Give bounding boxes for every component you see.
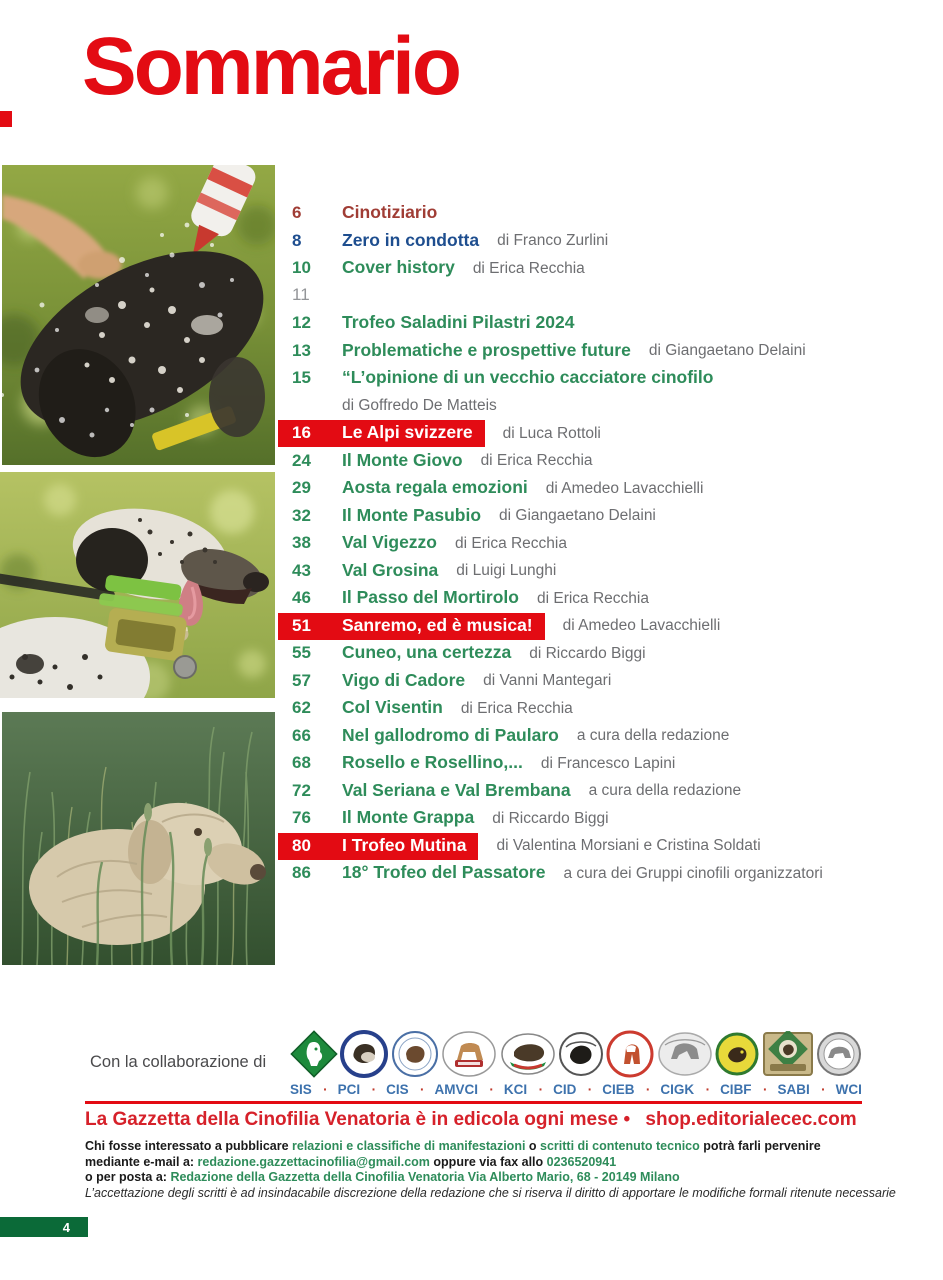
toc-title: 18° Trofeo del Passatore [342, 862, 546, 883]
toc-page-number: 11 [292, 285, 310, 305]
toc-title: Rosello e Rosellino,... [342, 752, 523, 773]
submission-line-1: Chi fosse interessato a pubblicare relazioni e classifiche di manifestazioni o scritti di contenuto tecnico potrà farli pervenire [85, 1139, 821, 1153]
toc-page-number: 32 [292, 505, 311, 525]
logo-cigk-icon [657, 1031, 713, 1077]
toc-title: Le Alpi svizzere [342, 422, 473, 443]
toc-author: di Goffredo De Matteis [342, 397, 497, 415]
toc-entry[interactable] [278, 255, 928, 283]
toc-page-number: 66 [292, 725, 311, 745]
toc-entry[interactable] [278, 668, 928, 696]
toc-page-number: 57 [292, 670, 311, 690]
logo-cid-icon [558, 1031, 604, 1077]
toc-entry[interactable] [278, 695, 928, 723]
toc-author: di Riccardo Biggi [529, 644, 646, 662]
toc-entry-band [278, 723, 559, 750]
toc-title: Col Visentin [342, 697, 443, 718]
toc-page-number: 68 [292, 753, 311, 773]
toc-entry[interactable] [278, 365, 928, 393]
toc-page-number: 46 [292, 588, 311, 608]
logo-pci-icon [340, 1030, 388, 1078]
fax-number: 0236520941 [546, 1154, 617, 1169]
toc-page-number: 13 [292, 340, 311, 360]
toc-entry[interactable] [278, 640, 928, 668]
toc-entry-band [278, 365, 713, 392]
partner-label: · CIEB [590, 1082, 635, 1097]
toc-page-number: 55 [292, 643, 311, 663]
logo-sabi-icon [762, 1031, 814, 1077]
partner-label: · CID [541, 1082, 577, 1097]
photo-dog-grass [2, 712, 275, 965]
disclaimer-text: L’accettazione degli scritti è ad insindacabile discrezione della redazione che si riserva il diritto di apportare le modifiche formali ritenute necessarie [85, 1186, 896, 1200]
toc-title: Nel gallodromo di Paularo [342, 724, 559, 745]
toc-page-number: 16 [292, 423, 311, 443]
partner-logos-row [290, 1028, 862, 1080]
toc-title: I Trofeo Mutina [342, 834, 467, 855]
logo-cis-icon [391, 1030, 439, 1078]
toc-entry[interactable] [278, 200, 928, 228]
toc-entry-band [278, 448, 463, 475]
toc-entry[interactable] [278, 420, 928, 448]
newsstand-line [85, 1109, 875, 1131]
toc-entry[interactable] [278, 558, 928, 586]
toc-author: a cura della redazione [588, 782, 742, 800]
toc-title: Il Passo del Mortirolo [342, 587, 519, 608]
toc-entry-band [278, 558, 438, 585]
toc-author: di Franco Zurlini [497, 232, 609, 250]
toc-author: di Riccardo Biggi [492, 809, 609, 827]
toc-page-number: 15 [292, 368, 311, 388]
toc-entry-band [278, 778, 571, 805]
toc-page-number: 72 [292, 780, 311, 800]
toc-entry[interactable] [278, 585, 928, 613]
toc-entry-band [278, 420, 485, 447]
toc-entry-band [278, 283, 342, 309]
toc-entry-band [278, 475, 528, 502]
toc-entry[interactable] [278, 475, 928, 503]
submission-line-2: mediante e-mail a: redazione.gazzettacinofilia@gmail.com oppure via fax allo 0236520941 [85, 1154, 617, 1169]
toc-entry[interactable] [278, 530, 928, 558]
toc-entry-band [278, 860, 545, 887]
toc-entry[interactable] [278, 860, 928, 888]
toc-title: Il Monte Grappa [342, 807, 475, 828]
page-title: Sommario [82, 21, 459, 112]
toc-author: di Erica Recchia [536, 589, 649, 607]
toc-entry[interactable] [278, 393, 928, 421]
toc-entry-band [278, 640, 511, 667]
toc-entry-band [278, 805, 474, 832]
toc-page-number: 76 [292, 808, 311, 828]
page-number: 4 [62, 1219, 70, 1235]
toc-title: Aosta regala emozioni [342, 477, 528, 498]
photo-dog-drinking [2, 165, 275, 465]
toc-author: di Francesco Lapini [540, 754, 676, 772]
toc-title: Trofeo Saladini Pilastri 2024 [342, 312, 575, 333]
toc-title: Vigo di Cadore [342, 669, 466, 690]
toc-title: Il Monte Pasubio [342, 504, 482, 525]
toc-title: Zero in condotta [342, 229, 480, 250]
toc-author: di Amedeo Lavacchielli [545, 479, 704, 497]
toc-entry-band [278, 403, 342, 409]
logo-cibf-icon [715, 1032, 759, 1076]
submission-info [85, 1139, 885, 1186]
logo-wci-icon [816, 1031, 862, 1077]
newsstand-text: La Gazzetta della Cinofilia Venatoria è in edicola ogni mese • [85, 1109, 631, 1130]
logo-kci-icon [500, 1030, 556, 1078]
partner-label: · WCI [823, 1082, 862, 1097]
toc-entry[interactable] [278, 778, 928, 806]
submission-line-3: o per posta a: Redazione della Gazzetta della Cinofilia Venatoria Via Alberto Mario, 68 - 20149 Milano [85, 1170, 680, 1184]
toc-page-number: 24 [292, 450, 311, 470]
toc-author: di Valentina Morsiani e Cristina Soldati [496, 837, 761, 855]
toc-entry[interactable] [278, 750, 928, 778]
toc-author: a cura della redazione [576, 727, 730, 745]
toc-entry-band [278, 833, 478, 860]
toc-entry[interactable] [278, 310, 928, 338]
toc-page-number: 10 [292, 258, 311, 278]
red-divider [85, 1101, 862, 1104]
toc-author: di Giangaetano Delaini [648, 342, 806, 360]
toc-entry-band [278, 503, 481, 530]
toc-entry[interactable] [278, 283, 928, 311]
toc-entry[interactable] [278, 338, 928, 366]
partner-label: · CIGK [648, 1082, 694, 1097]
toc-page-number: 62 [292, 698, 311, 718]
toc-entry[interactable] [278, 723, 928, 751]
toc-entry-band [278, 200, 437, 227]
partner-label: · AMVCI [422, 1082, 478, 1097]
toc-author: di Luigi Lunghi [456, 562, 557, 580]
partner-label: · PCI [325, 1082, 360, 1097]
toc-title: Val Vigezzo [342, 532, 437, 553]
toc-entry[interactable] [278, 503, 928, 531]
logo-cieb-icon [606, 1030, 654, 1078]
toc-title: Sanremo, ed è musica! [342, 614, 533, 635]
toc-author: di Erica Recchia [480, 452, 593, 470]
toc-author: di Giangaetano Delaini [499, 507, 656, 525]
toc-entry[interactable] [278, 228, 928, 256]
logo-amvci-icon [441, 1030, 497, 1078]
toc-entry[interactable] [278, 805, 928, 833]
partner-label: · CIBF [708, 1082, 752, 1097]
toc-title: “L’opinione di un vecchio cacciatore cinofilo [342, 367, 714, 388]
toc-title: Problematiche e prospettive future [342, 339, 631, 360]
toc-title: Cinotiziario [342, 202, 438, 223]
toc-entry-band [278, 338, 631, 365]
toc-entry-band [278, 695, 443, 722]
toc-page-number: 29 [292, 478, 311, 498]
toc-entry-band [278, 228, 479, 255]
toc-author: di Luca Rottoli [502, 424, 601, 442]
toc-page-number: 6 [292, 203, 302, 223]
toc-page-number: 12 [292, 313, 311, 333]
toc-title: Cover history [342, 257, 455, 278]
partner-label: · KCI [491, 1082, 527, 1097]
toc-author: di Vanni Mantegari [483, 672, 612, 690]
toc-entry-band [278, 255, 455, 282]
toc-entry-band [278, 668, 465, 695]
toc-entry-band [278, 530, 437, 557]
partner-label: SIS [290, 1082, 312, 1097]
photo-dog-collar [0, 472, 275, 698]
toc-entry[interactable] [278, 833, 928, 861]
toc-page-number: 8 [292, 230, 302, 250]
table-of-contents [278, 200, 928, 888]
toc-entry-band [278, 310, 574, 337]
email-link[interactable]: redazione.gazzettacinofilia@gmail.com [197, 1154, 430, 1169]
postal-address: Redazione della Gazzetta della Cinofilia Venatoria Via Alberto Mario, 68 - 20149 Milano [170, 1170, 680, 1184]
logo-sis-icon [290, 1030, 338, 1078]
toc-author: a cura dei Gruppi cinofili organizzatori [563, 864, 823, 882]
toc-entry-band [278, 613, 545, 640]
partner-labels-row [290, 1082, 862, 1097]
toc-entry-band [278, 750, 523, 777]
toc-author: di Erica Recchia [455, 534, 567, 552]
red-corner-mark [0, 111, 12, 127]
toc-author: di Erica Recchia [460, 699, 573, 717]
toc-author: di Amedeo Lavacchielli [562, 617, 721, 635]
toc-title: Il Monte Giovo [342, 449, 463, 470]
toc-entry-band [278, 585, 519, 612]
toc-page-number: 51 [292, 615, 311, 635]
toc-entry[interactable] [278, 448, 928, 476]
toc-page-number: 43 [292, 560, 311, 580]
shop-url-link[interactable]: shop.editorialecec.com [645, 1109, 857, 1130]
toc-page-number: 86 [292, 863, 311, 883]
toc-title: Cuneo, una certezza [342, 642, 512, 663]
toc-author: di Erica Recchia [472, 259, 585, 277]
partner-label: · SABI [765, 1082, 810, 1097]
toc-title: Val Grosina [342, 559, 439, 580]
toc-entry[interactable] [278, 613, 928, 641]
partner-label: · CIS [374, 1082, 409, 1097]
partners-intro: Con la collaborazione di [90, 1053, 267, 1071]
toc-title: Val Seriana e Val Brembana [342, 779, 571, 800]
page-number-bar [0, 1217, 88, 1237]
toc-page-number: 38 [292, 533, 311, 553]
toc-page-number: 80 [292, 835, 311, 855]
